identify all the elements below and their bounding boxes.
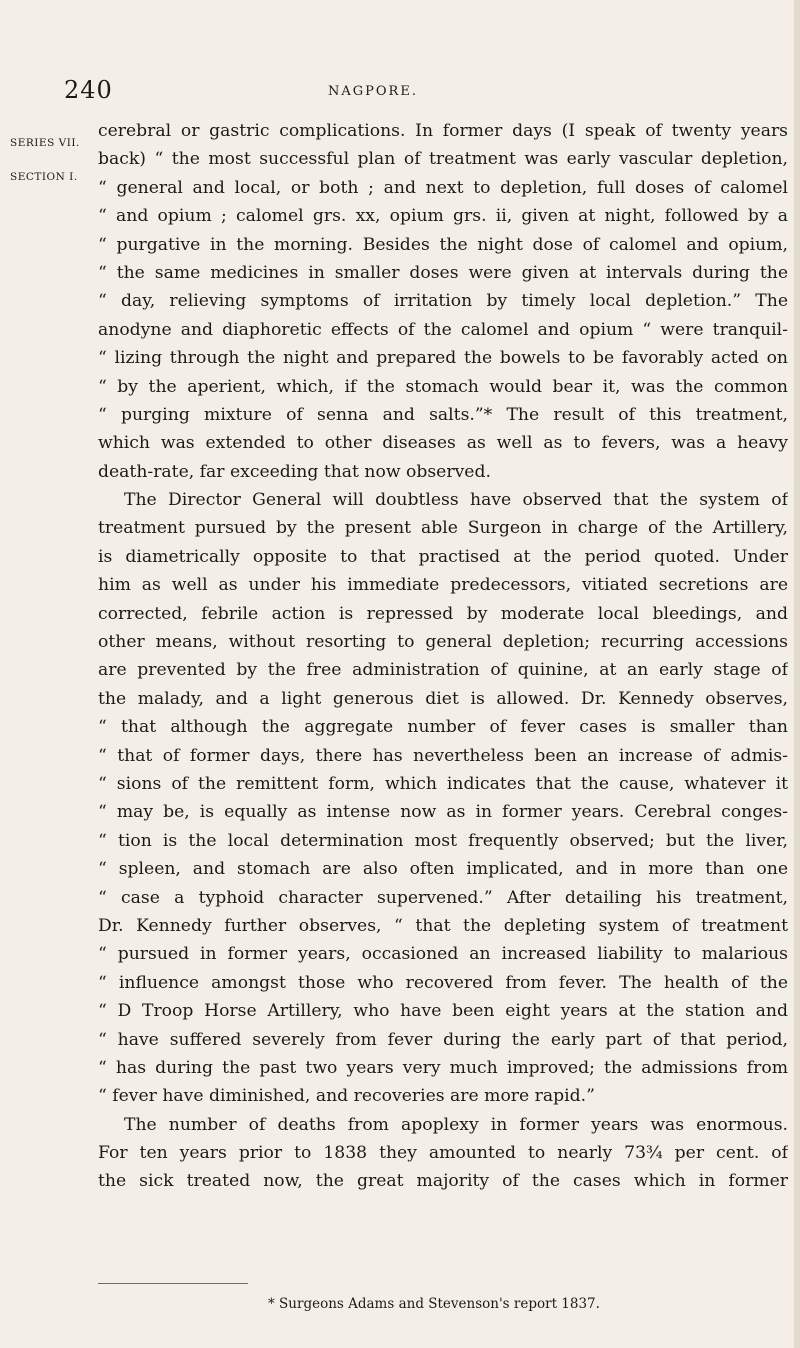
text-line: “ that of former days, there has nevertheless been an increase of admis- — [98, 745, 788, 766]
text-line: treatment pursued by the present able Surgeon in charge of the Artillery, — [98, 518, 788, 539]
text-line: For ten years prior to 1838 they amounted to nearly 73¾ per cent. of — [98, 1143, 788, 1164]
text-line: Dr. Kennedy further observes, “ that the depleting system of treatment — [98, 915, 788, 936]
text-line: “ purgative in the morning. Besides the night dose of calomel and opium, — [98, 234, 788, 255]
text-line: The number of deaths from apoplexy in former years was enormous. — [124, 1114, 788, 1135]
text-line: which was extended to other diseases as well as to fevers, was a heavy — [98, 433, 788, 454]
text-line: “ and opium ; calomel grs. xx, opium grs. ii, given at night, followed by a — [98, 206, 788, 227]
page-number: 240 — [64, 76, 113, 104]
text-line: “ day, relieving symptoms of irritation by timely local depletion.” The — [98, 291, 788, 312]
paragraph-container — [98, 117, 788, 1196]
text-line: “ spleen, and stomach are also often implicated, and in more than one — [98, 859, 788, 880]
text-line: The Director General will doubtless have observed that the system of — [124, 490, 788, 511]
text-line: corrected, febrile action is repressed by moderate local bleedings, and — [98, 603, 788, 624]
text-line: “ influence amongst those who recovered from fever. The health of the — [98, 972, 788, 993]
text-line: back) “ the most successful plan of treatment was early vascular depletion, — [98, 149, 788, 170]
series-label: SERIES VII. — [10, 137, 80, 149]
text-line: “ purging mixture of senna and salts.”* The result of this treatment, — [98, 404, 788, 425]
text-line: anodyne and diaphoretic effects of the calomel and opium “ were tranquil- — [98, 319, 788, 340]
text-line: are prevented by the free administration of quinine, at an early stage of — [98, 660, 788, 681]
text-line: “ by the aperient, which, if the stomach would bear it, was the common — [98, 376, 788, 397]
section-label: SECTION I. — [10, 171, 78, 183]
text-line: “ the same medicines in smaller doses were given at intervals during the — [98, 262, 788, 283]
text-line: the sick treated now, the great majority of the cases which in former — [98, 1171, 788, 1192]
text-line: “ tion is the local determination most frequently observed; but the liver, — [98, 830, 788, 851]
text-line: cerebral or gastric complications. In former days (I speak of twenty years — [98, 121, 788, 141]
text-line: death-rate, far exceeding that now observed. — [98, 461, 491, 482]
text-line: “ D Troop Horse Artillery, who have been eight years at the station and — [98, 1001, 788, 1022]
page-header — [0, 76, 800, 106]
text-line: the malady, and a light generous diet is allowed. Dr. Kennedy observes, — [98, 688, 788, 709]
text-line: is diametrically opposite to that practised at the period quoted. Under — [98, 546, 788, 567]
paragraph — [98, 486, 788, 1111]
footnote-rule — [98, 1283, 248, 1284]
text-line: “ has during the past two years very much improved; the admissions from — [98, 1057, 788, 1078]
paragraph — [98, 1111, 788, 1196]
text-line: him as well as under his immediate predecessors, vitiated secretions are — [98, 575, 788, 596]
paragraph — [98, 117, 788, 486]
text-line: “ sions of the remittent form, which indicates that the cause, whatever it — [98, 773, 788, 794]
text-line: “ lizing through the night and prepared the bowels to be favorably acted on — [98, 348, 788, 369]
text-line: “ general and local, or both ; and next to depletion, full doses of calomel — [98, 177, 788, 198]
text-line: “ pursued in former years, occasioned an increased liability to malarious — [98, 944, 788, 965]
text-line: “ case a typhoid character supervened.” After detailing his treatment, — [98, 887, 788, 908]
body-text — [98, 117, 788, 1196]
text-line: “ that although the aggregate number of fever cases is smaller than — [98, 717, 788, 738]
page-edge — [794, 0, 800, 1348]
running-title: NAGPORE. — [328, 84, 418, 99]
text-line: other means, without resorting to general depletion; recurring accessions — [98, 632, 788, 653]
text-line: “ have suffered severely from fever during the early part of that period, — [98, 1029, 788, 1050]
text-line: “ fever have diminished, and recoveries are more rapid.” — [98, 1086, 595, 1107]
footnote: * Surgeons Adams and Stevenson's report 1837. — [268, 1296, 600, 1312]
text-line: “ may be, is equally as intense now as in former years. Cerebral conges- — [98, 802, 788, 823]
margin-notes — [10, 126, 80, 194]
